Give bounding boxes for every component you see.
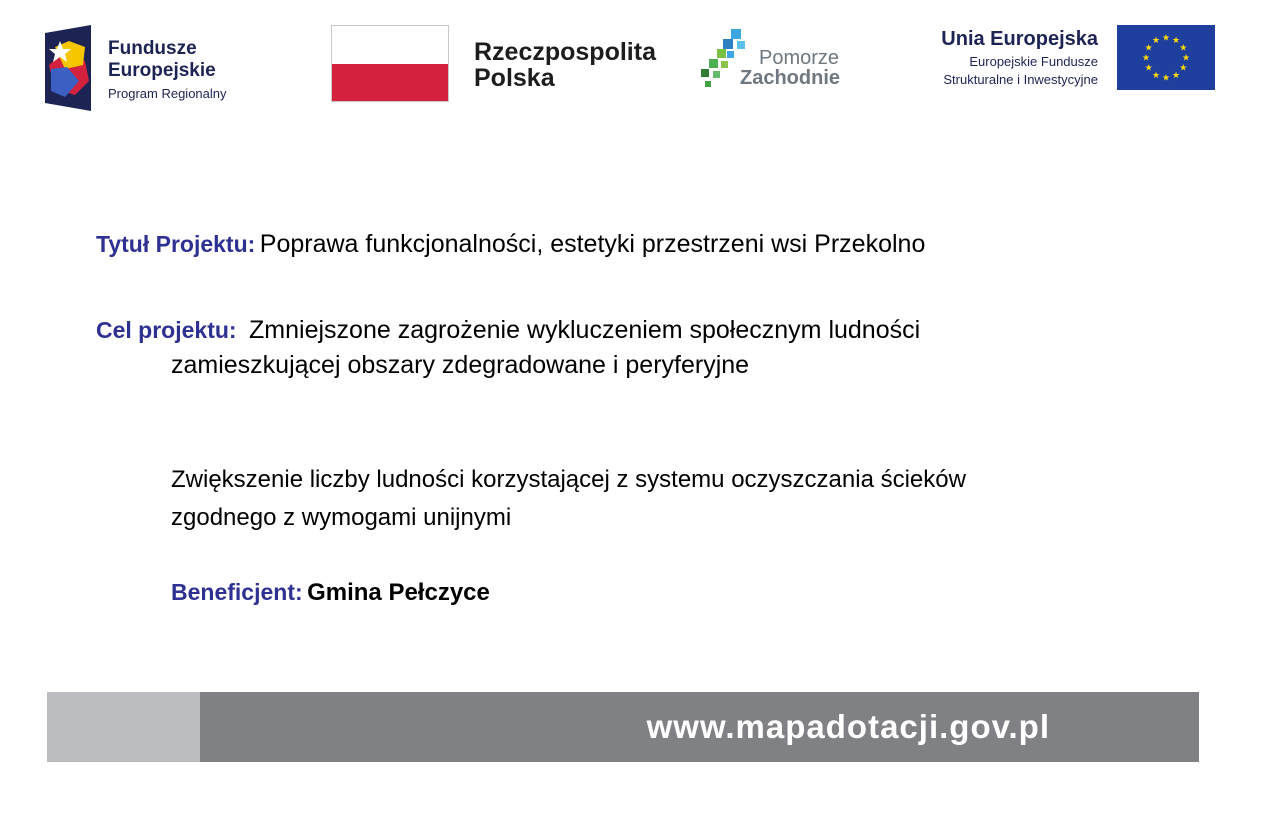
fe-logo-line3: Program Regionalny xyxy=(108,86,227,101)
fe-logo-line2: Europejskie xyxy=(108,60,216,81)
eu-star-icon: ★ xyxy=(1171,70,1181,81)
polish-flag-icon xyxy=(331,25,449,102)
eu-star-icon: ★ xyxy=(1181,53,1191,64)
eu-star-icon: ★ xyxy=(1179,63,1188,74)
pz-logo-line2: Zachodnie xyxy=(740,67,841,89)
ue-logo-line2: Europejskie Fundusze xyxy=(969,54,1098,69)
fundusze-europejskie-logo-icon xyxy=(45,25,91,111)
pz-logo-line1: Pomorze xyxy=(759,47,840,69)
eu-star-icon: ★ xyxy=(1179,43,1188,54)
eu-star-icon: ★ xyxy=(1151,36,1161,47)
project-goal-label: Cel projektu: xyxy=(96,317,237,343)
project-goal-row xyxy=(96,314,920,350)
footer-url-link[interactable]: www.mapadotacji.gov.pl xyxy=(646,708,1050,745)
beneficiary-value: Gmina Pełczyce xyxy=(307,579,490,606)
beneficiary-row xyxy=(171,576,490,612)
project-goal-value-line1: Zmniejszone zagrożenie wykluczeniem społecznym ludności xyxy=(249,316,921,344)
fe-logo-line1: Fundusze xyxy=(108,38,197,59)
ue-logo-line3: Strukturalne i Inwestycyjne xyxy=(943,72,1098,87)
project-title-value: Poprawa funkcjonalności, estetyki przestrzeni wsi Przekolno xyxy=(259,230,926,258)
project-title-label: Tytuł Projektu: xyxy=(96,231,256,257)
eu-star-icon: ★ xyxy=(1144,63,1153,74)
eu-flag-icon xyxy=(1117,25,1215,90)
rp-logo-line2: Polska xyxy=(474,64,555,92)
eu-star-icon: ★ xyxy=(1161,33,1171,44)
project-extra-line2: zgodnego z wymogami unijnymi xyxy=(171,504,512,531)
beneficiary-label: Beneficjent: xyxy=(171,579,303,605)
eu-star-icon: ★ xyxy=(1144,43,1153,54)
eu-star-icon: ★ xyxy=(1151,70,1161,81)
ue-logo-line1: Unia Europejska xyxy=(941,28,1098,50)
footer-band-light xyxy=(47,692,200,762)
rp-logo-line1: Rzeczpospolita xyxy=(474,38,656,66)
project-goal-value-line2: zamieszkującej obszary zdegradowane i peryferyjne xyxy=(171,351,750,379)
eu-star-icon: ★ xyxy=(1171,36,1181,47)
project-extra-line1: Zwiększenie liczby ludności korzystającej z systemu oczyszczania ścieków xyxy=(171,466,966,493)
eu-star-icon: ★ xyxy=(1161,73,1171,84)
project-title-row xyxy=(96,228,925,264)
logo-bar xyxy=(0,0,1275,130)
eu-star-icon: ★ xyxy=(1141,53,1151,64)
